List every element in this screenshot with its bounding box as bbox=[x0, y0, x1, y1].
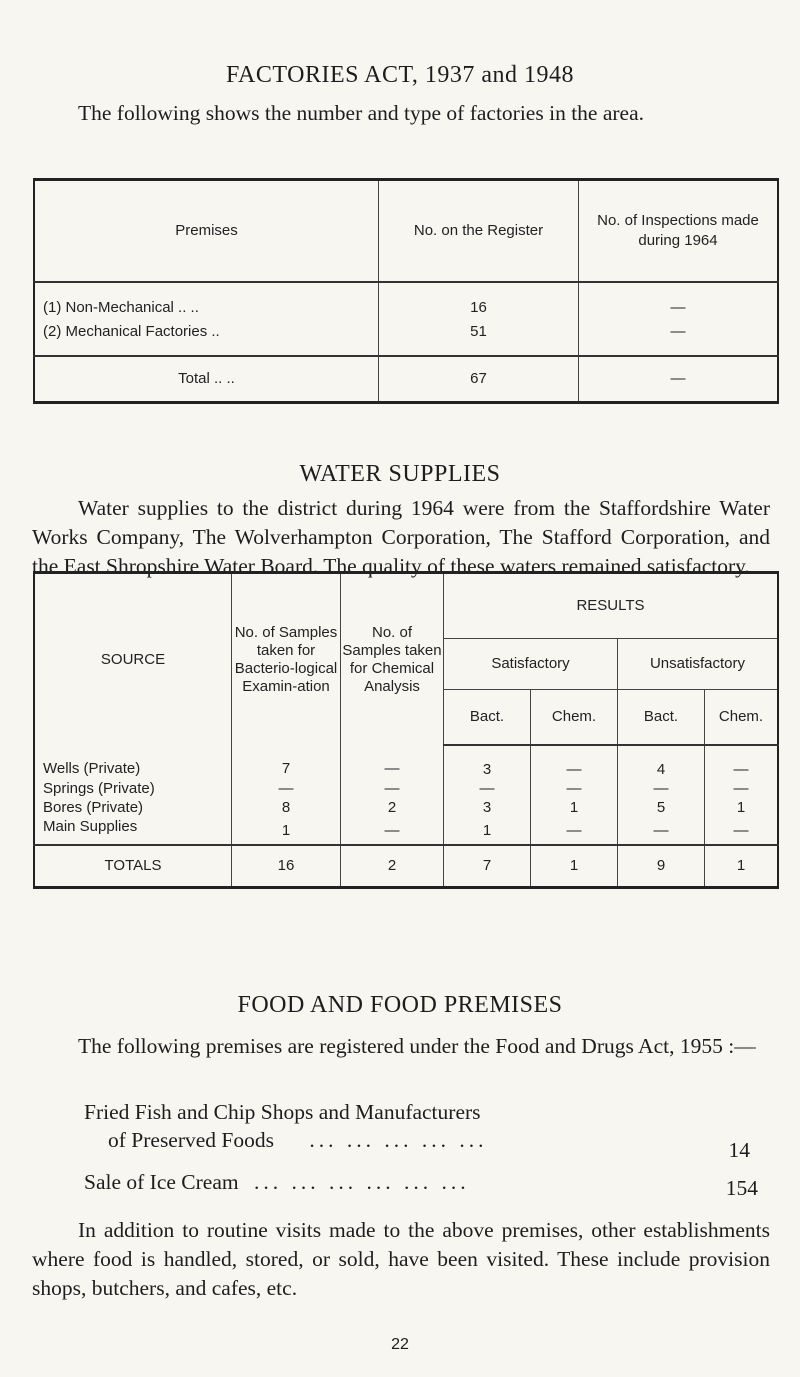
header-results: RESULTS bbox=[444, 573, 779, 639]
header-chem-samples: No. of Samples taken for Chemical Analysis bbox=[341, 573, 444, 746]
header-unsat-chem: Chem. bbox=[705, 690, 779, 746]
bact-samples-cell: — bbox=[232, 779, 341, 798]
table-row bbox=[34, 817, 778, 845]
food-closing: In addition to routine visits made to the above premises, other establishments where food is handled, stored, or sold, have been visited. These include provision shops, butchers, and cafes, etc. bbox=[32, 1218, 770, 1300]
bact-samples-cell: 7 bbox=[232, 745, 341, 779]
water-intro: Water supplies to the district during 1964 were from the Staffordshire Water Works Company, The Wolverhampton Corporation, The Stafford Corporation, and the East Shropshire Water Board. The quality of these waters remained satisfactory. bbox=[32, 496, 770, 578]
table-row bbox=[34, 321, 778, 356]
header-sat-bact: Bact. bbox=[444, 690, 531, 746]
total-inspections: — bbox=[579, 356, 779, 403]
source-cell: Wells (Private) bbox=[34, 745, 232, 779]
unsat-bact-cell: — bbox=[618, 817, 705, 845]
totals-unsat-bact: 9 bbox=[618, 845, 705, 888]
totals-sat-chem: 1 bbox=[531, 845, 618, 888]
food-intro: The following premises are registered under the Food and Drugs Act, 1955 :— bbox=[78, 1034, 756, 1058]
chem-samples-cell: — bbox=[341, 745, 444, 779]
totals-unsat-chem: 1 bbox=[705, 845, 779, 888]
register-cell: 16 bbox=[379, 282, 579, 321]
sat-bact-cell: 1 bbox=[444, 817, 531, 845]
sat-chem-cell: — bbox=[531, 745, 618, 779]
header-source: SOURCE bbox=[34, 573, 232, 746]
sat-bact-cell: 3 bbox=[444, 798, 531, 817]
sat-chem-cell: — bbox=[531, 817, 618, 845]
chem-samples-cell: — bbox=[341, 779, 444, 798]
chem-samples-cell: 2 bbox=[341, 798, 444, 817]
unsat-bact-cell: 5 bbox=[618, 798, 705, 817]
header-satisfactory: Satisfactory bbox=[444, 639, 618, 690]
unsat-chem-cell: — bbox=[733, 821, 749, 839]
page-number: 22 bbox=[391, 1336, 409, 1353]
food-item-1-label: of Preserved Foods bbox=[108, 1128, 275, 1152]
water-table bbox=[33, 571, 779, 889]
water-heading: WATER SUPPLIES bbox=[299, 461, 501, 487]
sat-chem-cell: 1 bbox=[531, 798, 618, 817]
source-cell: Main Supplies bbox=[34, 817, 232, 845]
header-sat-chem: Chem. bbox=[531, 690, 618, 746]
food-item-2-dots: ... ... ... ... ... ... bbox=[253, 1170, 470, 1194]
sat-chem-cell: — bbox=[531, 779, 618, 798]
factories-table-header bbox=[34, 180, 778, 283]
food-item-1-line-2 bbox=[108, 1126, 488, 1155]
header-bact-samples: No. of Samples taken for Bacterio-logical Examin-ation bbox=[232, 573, 341, 746]
unsat-bact-cell: 4 bbox=[618, 745, 705, 779]
header-unsatisfactory: Unsatisfactory bbox=[618, 639, 779, 690]
premises-cell: (1) Non-Mechanical .. .. bbox=[34, 282, 379, 321]
food-item-1-dots: ... ... ... ... ... bbox=[309, 1128, 488, 1152]
header-unsat-bact: Bact. bbox=[618, 690, 705, 746]
total-label: Total .. .. bbox=[34, 356, 379, 403]
sat-bact-cell: 3 bbox=[444, 745, 531, 779]
table-row bbox=[34, 798, 778, 817]
bact-samples-cell: 1 bbox=[232, 817, 341, 845]
source-cell: Springs (Private) bbox=[34, 779, 232, 798]
table-row bbox=[34, 779, 778, 798]
food-item-2-count: 154 bbox=[725, 1176, 758, 1200]
unsat-chem-cell: — bbox=[733, 760, 749, 778]
sat-bact-cell: — bbox=[444, 779, 531, 798]
table-row bbox=[34, 745, 778, 779]
totals-sat-bact: 7 bbox=[444, 845, 531, 888]
header-premises: Premises bbox=[34, 180, 379, 283]
register-cell: 51 bbox=[379, 321, 579, 356]
premises-cell: (2) Mechanical Factories .. bbox=[34, 321, 379, 356]
header-register: No. on the Register bbox=[379, 180, 579, 283]
food-item-1-line-1: Fried Fish and Chip Shops and Manufacturers bbox=[84, 1100, 481, 1124]
total-register: 67 bbox=[379, 356, 579, 403]
inspections-cell: — bbox=[670, 323, 686, 340]
water-table-header-1 bbox=[34, 573, 778, 639]
totals-chem-samples: 2 bbox=[341, 845, 444, 888]
food-heading: FOOD AND FOOD PREMISES bbox=[237, 992, 563, 1018]
totals-label: TOTALS bbox=[34, 845, 232, 888]
totals-row bbox=[34, 845, 778, 888]
inspections-cell: — bbox=[670, 299, 686, 316]
factories-heading: FACTORIES ACT, 1937 and 1948 bbox=[225, 62, 575, 88]
food-item-1-count: 14 bbox=[728, 1138, 750, 1162]
factories-table bbox=[33, 178, 779, 404]
bact-samples-cell: 8 bbox=[232, 798, 341, 817]
food-item-2-label: Sale of Ice Cream bbox=[84, 1170, 239, 1194]
header-inspections: No. of Inspections made during 1964 bbox=[579, 180, 779, 283]
chem-samples-cell: — bbox=[341, 817, 444, 845]
source-cell: Bores (Private) bbox=[34, 798, 232, 817]
unsat-chem-cell: — bbox=[733, 779, 749, 797]
unsat-bact-cell: — bbox=[618, 779, 705, 798]
total-row bbox=[34, 356, 778, 403]
table-row bbox=[34, 282, 778, 321]
unsat-chem-cell: 1 bbox=[736, 798, 746, 816]
food-item-2 bbox=[84, 1168, 470, 1197]
totals-bact-samples: 16 bbox=[232, 845, 341, 888]
factories-intro: The following shows the number and type of factories in the area. bbox=[78, 101, 644, 125]
